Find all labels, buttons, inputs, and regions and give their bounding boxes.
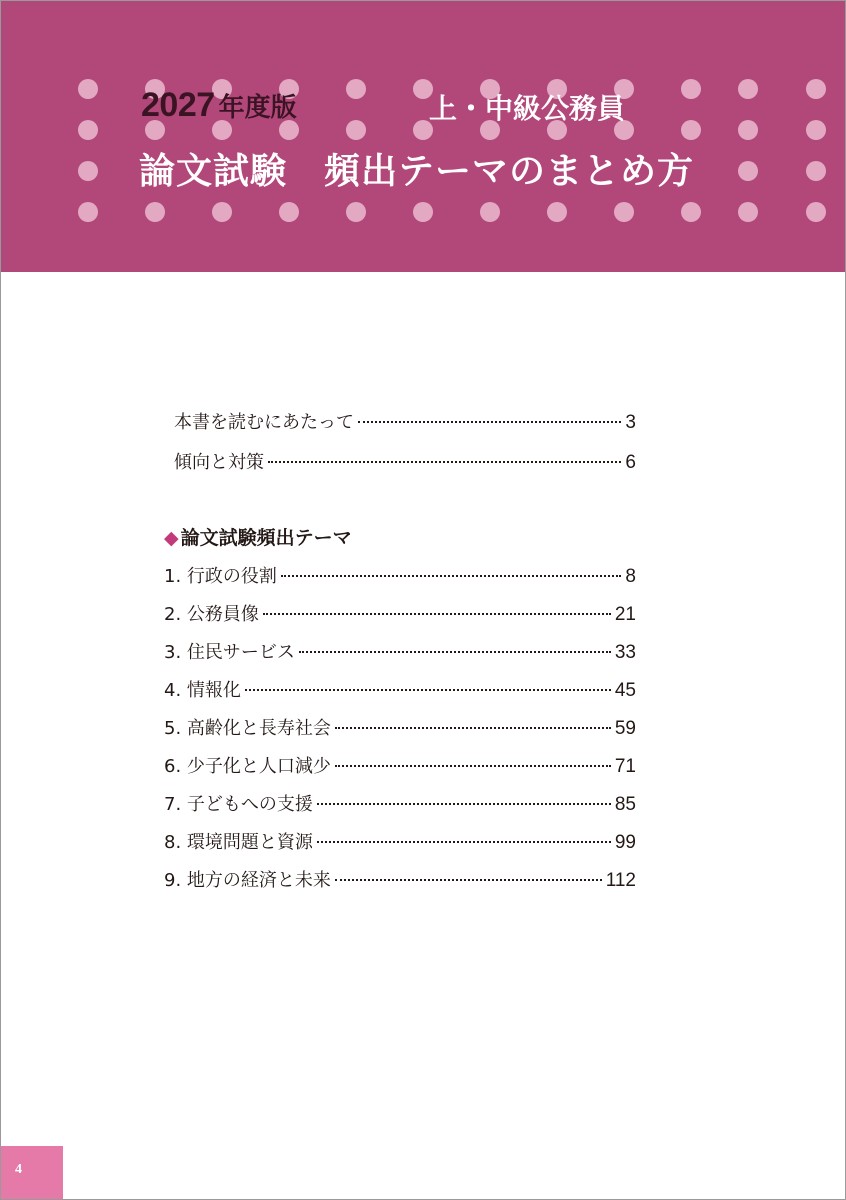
diamond-bullet-icon: ◆ — [164, 527, 179, 549]
dot-leader — [268, 461, 621, 463]
toc-entry-page: 99 — [614, 832, 636, 853]
decor-dot — [806, 120, 826, 140]
toc-entry — [174, 408, 636, 432]
dot-leader — [317, 841, 611, 843]
edition-label: 年度版 — [218, 93, 297, 123]
dot-leader — [317, 803, 611, 805]
dot-leader — [263, 613, 611, 615]
dot-leader — [299, 651, 611, 653]
decor-dot — [346, 79, 366, 99]
decor-dot — [145, 202, 165, 222]
toc-entry-page: 112 — [605, 870, 636, 891]
toc-entry-page: 71 — [614, 756, 636, 777]
toc-entry-label: 3. 住民サービス — [164, 642, 295, 663]
toc-entry-label: 4. 情報化 — [164, 680, 241, 701]
decor-dot — [806, 202, 826, 222]
toc-entry-label: 傾向と対策 — [174, 452, 264, 473]
decor-dot — [738, 120, 758, 140]
decor-dot — [78, 79, 98, 99]
decor-dot — [279, 202, 299, 222]
toc-entry-page: 45 — [614, 680, 636, 701]
toc-entry-page: 3 — [625, 412, 636, 433]
toc-entry-label: 5. 高齢化と長寿社会 — [164, 718, 331, 739]
toc-entry-label: 6. 少子化と人口減少 — [164, 756, 331, 777]
toc-entry-page: 21 — [614, 604, 636, 625]
decor-dot — [78, 161, 98, 181]
dot-leader — [335, 765, 611, 767]
decor-dot — [547, 202, 567, 222]
toc-entry — [164, 790, 636, 814]
decor-dot — [738, 202, 758, 222]
edition-year — [141, 86, 297, 126]
decor-dot — [806, 161, 826, 181]
toc-entry-page: 85 — [614, 794, 636, 815]
title-banner — [1, 1, 845, 272]
toc-entry-page: 6 — [625, 452, 636, 473]
toc-entry-label: 2. 公務員像 — [164, 604, 259, 625]
dot-leader — [245, 689, 611, 691]
page-number-tab — [1, 1146, 63, 1199]
decor-dot — [806, 79, 826, 99]
decor-dot — [346, 202, 366, 222]
decor-dot — [681, 120, 701, 140]
decor-dot — [681, 202, 701, 222]
toc-entry — [164, 752, 636, 776]
toc-entry — [164, 828, 636, 852]
toc-entry — [164, 676, 636, 700]
decor-dot — [212, 202, 232, 222]
decor-dot — [346, 120, 366, 140]
decor-dot — [78, 120, 98, 140]
dot-leader — [335, 727, 611, 729]
exam-type: 上・中級公務員 — [429, 92, 626, 125]
toc-entry — [164, 866, 636, 890]
toc-entry-page: 59 — [614, 718, 636, 739]
toc-entry-label: 9. 地方の経済と未来 — [164, 870, 331, 891]
section-heading — [164, 523, 352, 550]
decor-dot — [78, 202, 98, 222]
toc-entry — [164, 600, 636, 624]
decor-dot — [614, 202, 634, 222]
dot-leader — [335, 879, 602, 881]
decor-dot — [413, 202, 433, 222]
year-number: 2027 — [141, 86, 215, 124]
toc-entry — [164, 562, 636, 586]
toc-entry-label: 7. 子どもへの支援 — [164, 794, 313, 815]
toc-entry-page: 8 — [625, 566, 636, 587]
toc-entry-page: 33 — [614, 642, 636, 663]
book-title: 論文試験 頻出テーマのまとめ方 — [139, 151, 695, 192]
decor-dot — [480, 202, 500, 222]
toc-entry — [164, 714, 636, 738]
decor-dot — [738, 79, 758, 99]
decor-dot — [738, 161, 758, 181]
toc-entry — [164, 638, 636, 662]
toc-entry-label: 1. 行政の役割 — [164, 566, 277, 587]
section-heading-text: 論文試験頻出テーマ — [180, 527, 352, 549]
toc-entry-label: 本書を読むにあたって — [174, 412, 354, 433]
dot-leader — [358, 421, 621, 423]
toc-entry-label: 8. 環境問題と資源 — [164, 832, 313, 853]
decor-dot — [681, 79, 701, 99]
page-number: 4 — [15, 1162, 22, 1177]
toc-entry — [174, 448, 636, 472]
dot-leader — [281, 575, 622, 577]
